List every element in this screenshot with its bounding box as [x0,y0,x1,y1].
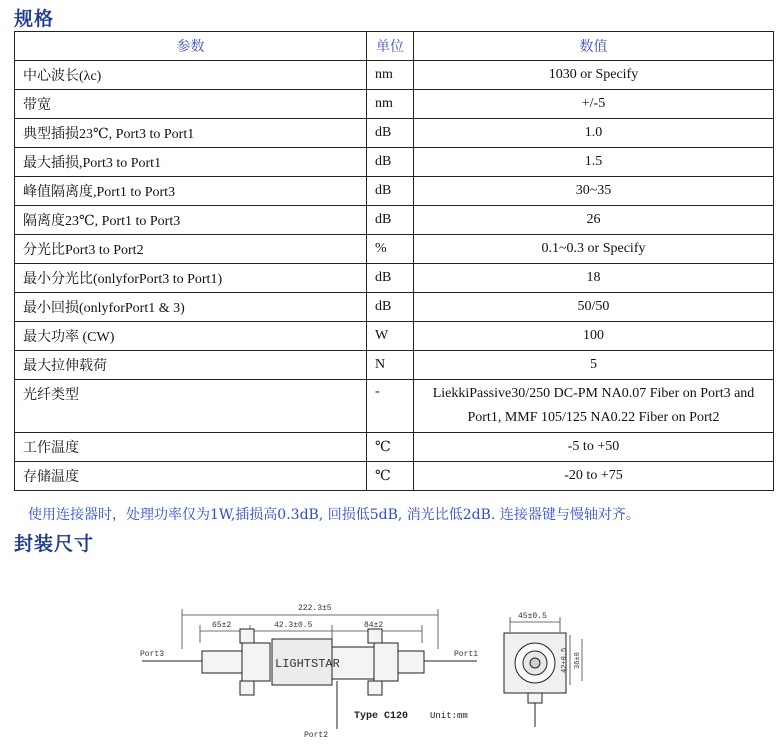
unit-cell: N [367,351,414,380]
unit-cell: nm [367,90,414,119]
table-row [15,380,774,433]
param-cell: 典型插损23℃, Port3 to Port1 [15,119,367,148]
unit-label: Unit:mm [430,711,468,721]
param-cell: 峰值隔离度,Port1 to Port3 [15,177,367,206]
dim-height-a-label: 42±0.5 [561,647,569,673]
param-cell: 最大拉伸载荷 [15,351,367,380]
port2-label: Port2 [304,731,329,740]
value-cell: 5 [414,351,774,380]
value-cell: 100 [414,322,774,351]
table-header-row [15,32,774,61]
table-row [15,235,774,264]
spec-table [14,31,774,491]
header-value: 数值 [414,32,774,61]
table-row [15,90,774,119]
port3-label: Port3 [140,650,165,659]
value-cell: 1.5 [414,148,774,177]
value-cell: +/-5 [414,90,774,119]
value-cell: 0.1~0.3 or Specify [414,235,774,264]
table-row [15,206,774,235]
table-row [15,119,774,148]
param-cell: 分光比Port3 to Port2 [15,235,367,264]
value-cell: 1030 or Specify [414,61,774,90]
value-cell: -20 to +75 [414,462,774,491]
brand-label: LIGHTSTAR [275,657,340,671]
table-row [15,61,774,90]
unit-cell: dB [367,293,414,322]
unit-cell: ℃ [367,433,414,462]
param-cell: 最大功率 (CW) [15,322,367,351]
unit-cell: % [367,235,414,264]
port1-label: Port1 [454,650,479,659]
param-cell: 最大插损,Port3 to Port1 [15,148,367,177]
unit-cell: dB [367,148,414,177]
header-unit: 单位 [367,32,414,61]
value-cell: 1.0 [414,119,774,148]
unit-cell: dB [367,264,414,293]
package-section-title: 封装尺寸 [14,533,95,555]
param-cell: 中心波长(λc) [15,61,367,90]
table-row [15,293,774,322]
table-row [15,177,774,206]
param-cell: 最小回损(onlyforPort1 & 3) [15,293,367,322]
dim-mid-label: 42.3±0.5 [274,621,313,630]
param-cell: 工作温度 [15,433,367,462]
unit-cell: dB [367,206,414,235]
dim-height-b-label: 36±0 [574,652,582,669]
dim-width-label: 45±0.5 [518,612,547,621]
dim-total-label: 222.3±5 [298,604,332,613]
table-row [15,462,774,491]
unit-cell: - [367,380,414,433]
value-cell: -5 to +50 [414,433,774,462]
param-cell: 最小分光比(onlyforPort3 to Port1) [15,264,367,293]
table-row [15,148,774,177]
type-label: Type C120 [354,711,409,722]
package-drawing-svg [132,577,652,749]
value-line: LiekkiPassive30/250 DC-PM NA0.07 Fiber on Port3 and [432,386,755,401]
param-cell: 光纤类型 [15,380,367,433]
param-cell: 带宽 [15,90,367,119]
header-param: 参数 [15,32,367,61]
dim-left-label: 65±2 [212,621,232,630]
table-row [15,264,774,293]
spec-section-title: 规格 [14,8,55,30]
unit-cell: dB [367,119,414,148]
value-cell: 30~35 [414,177,774,206]
value-line: Port1, MMF 105/125 NA0.22 Fiber on Port2 [467,410,720,425]
value-cell [414,380,774,433]
unit-cell: W [367,322,414,351]
value-cell: 50/50 [414,293,774,322]
table-row [15,351,774,380]
dim-right-label: 84±2 [364,621,384,630]
value-cell: 26 [414,206,774,235]
param-cell: 隔离度23℃, Port1 to Port3 [15,206,367,235]
value-cell: 18 [414,264,774,293]
usage-note: 使用连接器时，处理功率仅为1W,插损高0.3dB, 回损低5dB, 消光比低2dB. 连接器键与慢轴对齐。 [28,507,640,523]
table-row [15,322,774,351]
unit-cell: dB [367,177,414,206]
unit-cell: ℃ [367,462,414,491]
table-row [15,433,774,462]
param-cell: 存储温度 [15,462,367,491]
unit-cell: nm [367,61,414,90]
package-drawing [132,577,652,749]
